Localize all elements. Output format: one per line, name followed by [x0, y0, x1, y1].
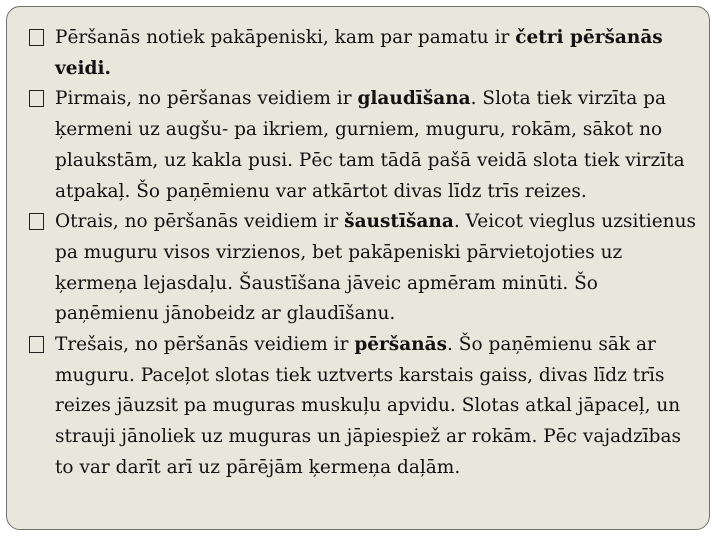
bullet-paragraph-4	[27, 330, 699, 484]
square-bullet-icon	[29, 213, 44, 230]
paragraph-text: Pirmais, no pēršanas veidiem ir	[55, 88, 358, 110]
bullet-paragraph-2	[27, 84, 699, 207]
square-bullet-icon	[29, 336, 44, 353]
paragraph-text: . Šo paņēmienu sāk ar muguru. Paceļot slotas tiek uztverts karstais gaiss, divas līdz trīs reizes jāuzsit pa muguras muskuļu apvidu. Slotas atkal jāpaceļ, un strauji jānoliek uz muguras un jāpiespiež ar rokām. Pēc vajadzības to var darīt arī uz pārējām ķermeņa daļām.	[55, 334, 681, 478]
paragraph-text: Pēršanās notiek pakāpeniski, kam par pamatu ir	[55, 27, 516, 48]
paragraph-text: . Veicot vieglus uzsitienus pa muguru visos virzienos, bet pakāpeniski pārvietojoties uz ķermeņa lejasdaļu. Šaustīšana jāveic apmēram minūti. Šo paņēmienu jānobeidz ar glaudīšanu.	[55, 211, 697, 325]
square-bullet-icon	[29, 90, 44, 107]
paragraph-text: Trešais, no pēršanās veidiem ir	[55, 334, 355, 356]
square-bullet-icon	[29, 29, 44, 46]
slide	[6, 6, 710, 530]
bullet-paragraph-3	[27, 207, 699, 330]
bold-term: četri pēršanās veidi.	[55, 27, 663, 79]
paragraph-text: Otrais, no pēršanās veidiem ir	[55, 211, 345, 233]
bullet-paragraph-1	[27, 23, 699, 84]
slide-content	[27, 23, 699, 484]
paragraph-text: . Slota tiek virzīta pa ķermeni uz augšu- pa ikriem, gurniem, muguru, rokām, sākot no plaukstām, uz kakla pusi. Pēc tam tādā pašā veidā slota tiek virzīta atpakaļ. Šo paņēmienu var atkārtot divas līdz trīs reizes.	[55, 88, 685, 202]
bold-term: šaustīšana	[344, 211, 454, 233]
bold-term: pēršanās	[354, 334, 448, 356]
bold-term: glaudīšana	[357, 88, 471, 110]
